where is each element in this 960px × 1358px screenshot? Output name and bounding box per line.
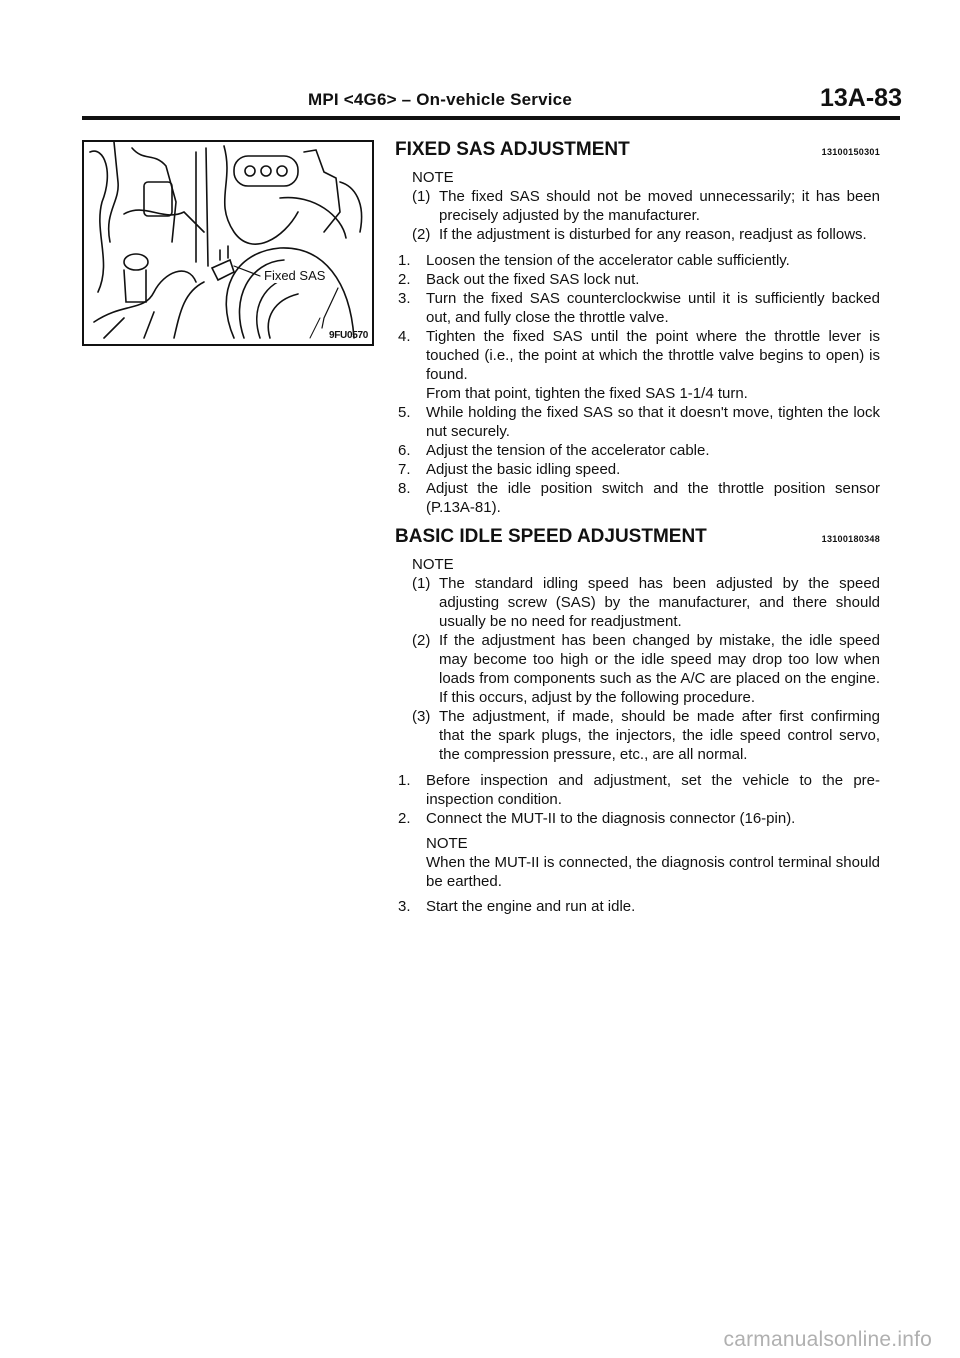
step-number: 1. (398, 252, 411, 269)
step-number: 1. (398, 772, 411, 789)
step-text: Start the engine and run at idle. (426, 898, 636, 915)
section-code: 13100180348 (821, 534, 880, 544)
step-item (398, 460, 880, 479)
step-item (398, 771, 880, 809)
note-text: If the adjustment is disturbed for any reason, readjust as follows. (439, 226, 867, 243)
header-title: MPI <4G6> – On-vehicle Service (308, 90, 572, 109)
note-label: NOTE (412, 169, 454, 186)
step-body (426, 327, 880, 403)
step-text: Back out the fixed SAS lock nut. (426, 271, 640, 288)
step-number: 5. (398, 404, 411, 421)
page-number: 13A-83 (820, 84, 902, 112)
note-label: NOTE (426, 835, 468, 852)
note-text: If the adjustment has been changed by mistake, the idle speed may become too high or the idle speed may drop too low when loads from components such as the A/C are placed on the engine. If this occurs, adjust by the following procedure. (439, 632, 880, 706)
watermark: carmanualsonline.info (723, 1328, 932, 1351)
step-item (398, 289, 880, 327)
note-item (412, 631, 880, 707)
step-item (398, 441, 880, 460)
step-text: While holding the fixed SAS so that it doesn't move, tighten the lock nut securely. (426, 404, 880, 440)
note-number: (2) (412, 632, 431, 649)
note-number: (3) (412, 708, 431, 725)
header-rule (82, 116, 900, 120)
step-text-continued: From that point, tighten the fixed SAS 1-1/4 turn. (426, 385, 748, 402)
step-number: 6. (398, 442, 411, 459)
inner-note (426, 834, 880, 891)
step-text: Turn the fixed SAS counterclockwise until it is sufficiently backed out, and fully close the throttle valve. (426, 290, 880, 326)
note-text: The fixed SAS should not be moved unnecessarily; it has been precisely adjusted by the manufacturer. (439, 188, 880, 224)
step-number: 2. (398, 810, 411, 827)
procedure-steps (398, 771, 880, 916)
note-label: NOTE (412, 556, 454, 573)
fixed-sas-label: Fixed SAS (264, 268, 326, 283)
note-item (412, 574, 880, 631)
note-text: The standard idling speed has been adjusted by the speed adjusting screw (SAS) by the manufacturer, and there should usually be no need for readjustment. (439, 575, 880, 630)
section-title: BASIC IDLE SPEED ADJUSTMENT (395, 526, 707, 547)
step-item (398, 809, 880, 828)
step-number: 7. (398, 461, 411, 478)
step-item (398, 270, 880, 289)
main-content (395, 139, 880, 916)
note-item (412, 187, 880, 225)
section-heading-fixed-sas (395, 140, 880, 162)
figure-code: 9FU0570 (328, 330, 368, 341)
step-number: 2. (398, 271, 411, 288)
step-number: 3. (398, 290, 411, 307)
note-item (412, 707, 880, 764)
note-number: (1) (412, 575, 431, 592)
step-text: Adjust the basic idling speed. (426, 461, 621, 478)
step-number: 8. (398, 480, 411, 497)
step-text: Loosen the tension of the accelerator cable sufficiently. (426, 252, 790, 269)
note-item (412, 225, 880, 244)
step-text: Adjust the tension of the accelerator cable. (426, 442, 710, 459)
step-text: Before inspection and adjustment, set the vehicle to the pre-inspection condition. (426, 772, 880, 808)
step-item (398, 897, 880, 916)
step-item (398, 479, 880, 517)
step-item (398, 403, 880, 441)
step-text: Connect the MUT-II to the diagnosis connector (16-pin). (426, 810, 796, 827)
fixed-sas-figure (82, 140, 374, 346)
step-item (398, 251, 880, 270)
step-item (398, 327, 880, 403)
engine-illustration (84, 142, 374, 346)
procedure-steps (398, 251, 880, 517)
step-number: 4. (398, 328, 411, 345)
section-title: FIXED SAS ADJUSTMENT (395, 139, 630, 160)
step-text: Adjust the idle position switch and the throttle position sensor (P.13A-81). (426, 480, 880, 516)
note-text: When the MUT-II is connected, the diagnosis control terminal should be earthed. (426, 854, 880, 890)
section-heading-basic-idle (395, 527, 880, 549)
step-number: 3. (398, 898, 411, 915)
note-number: (1) (412, 188, 431, 205)
note-number: (2) (412, 226, 431, 243)
step-text: Tighten the fixed SAS until the point where the throttle lever is touched (i.e., the point at which the throttle valve begins to open) is found. (426, 328, 880, 383)
section-code: 13100150301 (821, 147, 880, 157)
note-text: The adjustment, if made, should be made after first confirming that the spark plugs, the injectors, the idle speed control servo, the compression pressure, etc., are all normal. (439, 708, 880, 763)
